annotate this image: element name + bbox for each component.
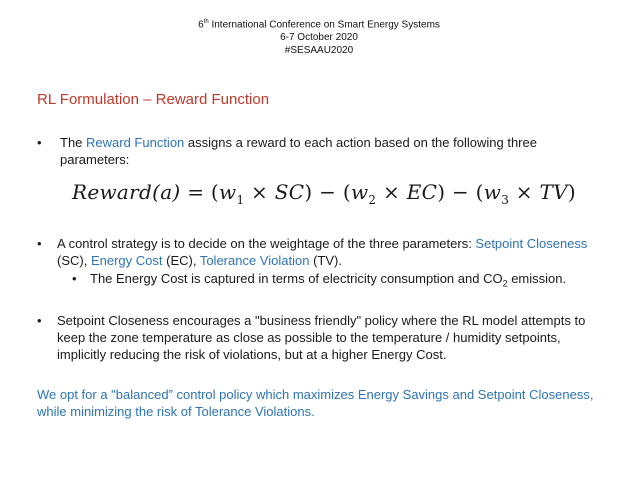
reward-formula: Reward(a) = $(w_1 \times SC) - (w_2 \times EC) - (w_3 \times TV)$ <box>72 180 577 207</box>
bullet-text: The Energy Cost is captured in terms of electricity consumption and $CO_2$ emission. <box>90 271 567 289</box>
bullet-text: The Reward Function assigns a reward to each action based on the following three parameters: <box>60 135 537 167</box>
header-line-1: 6th International Conference on Smart Energy Systems <box>198 19 440 31</box>
slide-title: RL Formulation – Reward Function <box>37 91 270 108</box>
bullet-text: Setpoint Closeness encourages a "business friendly" policy where the RL model attempts to keep the zone temperature as close as possible to the temperature / humidity setpoints, implicitly reducing the risk of violations, but at a higher Energy Cost. <box>57 313 586 362</box>
bullet-marker: • <box>37 313 42 328</box>
bullet-marker: • <box>72 271 77 286</box>
header-line-2: 6-7 October 2020 <box>280 32 358 44</box>
bullet-marker: • <box>37 135 42 150</box>
bullet-marker: • <box>37 236 42 251</box>
bullet-text: A control strategy is to decide on the weightage of the three parameters: Setpoint Closeness (SC), Energy Cost (EC), Tolerance Violation (TV). <box>57 236 588 268</box>
conference-header <box>0 16 638 57</box>
header-line-3: #SESAAU2020 <box>284 45 354 57</box>
closing-statement: We opt for a "balanced” control policy which maximizes Energy Savings and Setpoint Closeness, while minimizing the risk of Tolerance Violations. <box>37 387 594 419</box>
